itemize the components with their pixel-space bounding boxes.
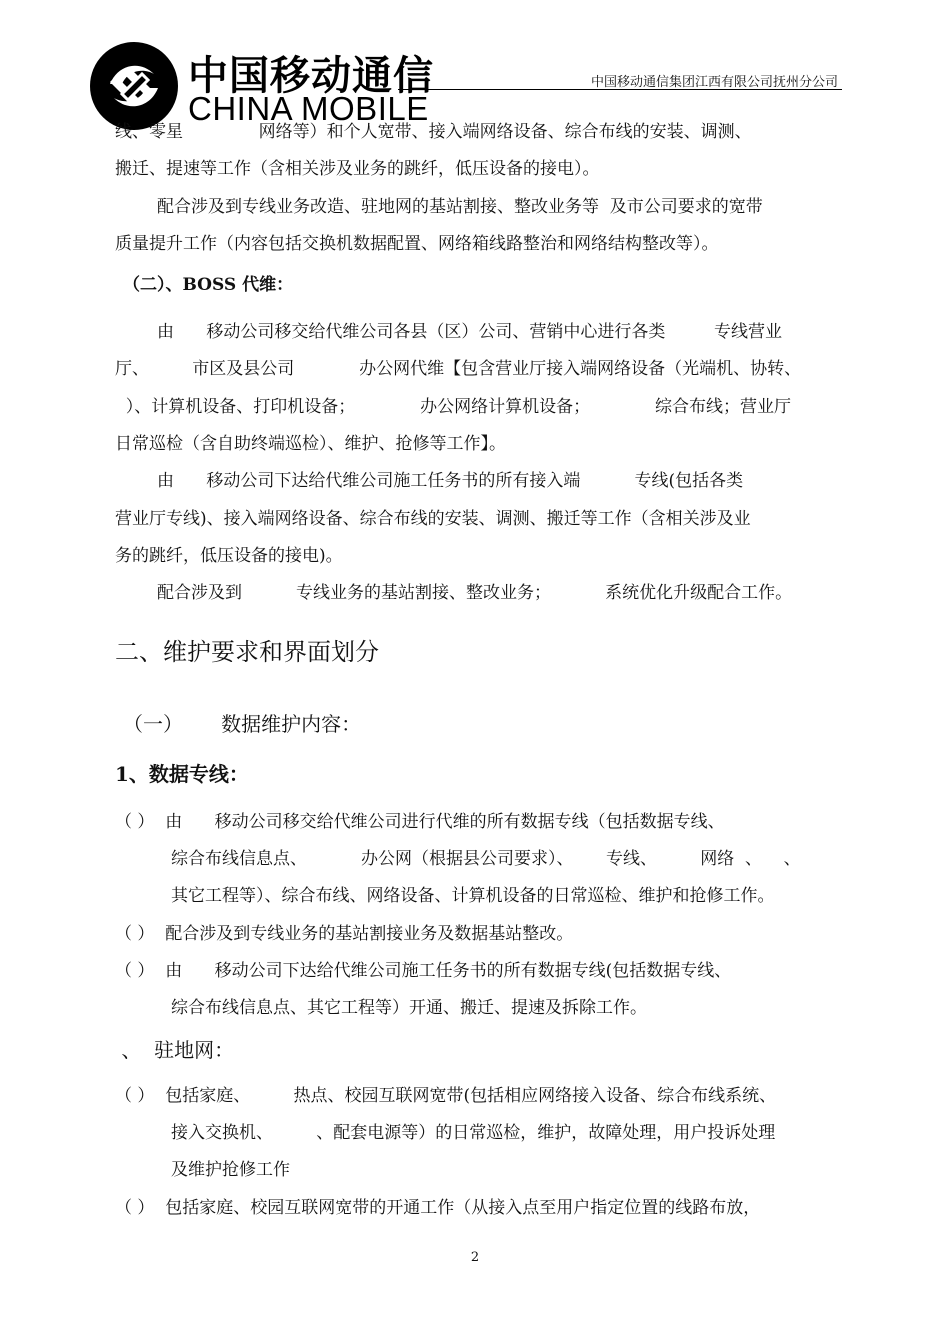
list-item-continuation: 综合布线信息点、 办公网（根据县公司要求）、 专线、 网络 、 、 bbox=[171, 849, 801, 869]
body-line: 厅、 市区及县公司 办公网代维【包含营业厅接入端网络设备（光端机、协转、 bbox=[115, 359, 802, 379]
page-number: 2 bbox=[470, 1250, 480, 1265]
subsection-heading: 1、数据专线： bbox=[115, 762, 249, 786]
list-item: （ ） 包括家庭、校园互联网宽带的开通工作（从接入点至用户指定位置的线路布放， bbox=[115, 1198, 761, 1218]
body-line: 搬迁、提速等工作（含相关涉及业务的跳纤，低压设备的接电）。 bbox=[115, 159, 600, 179]
body-line: 质量提升工作（内容包括交换机数据配置、网络箱线路整治和网络结构整改等）。 bbox=[115, 234, 719, 254]
list-item-continuation: 综合布线信息点、其它工程等）开通、搬迁、提速及拆除工作。 bbox=[171, 998, 647, 1018]
body-line: 务的跳纤，低压设备的接电)。 bbox=[115, 546, 343, 566]
list-item: （ ） 包括家庭、 热点、校园互联网宽带(包括相应网络接入设备、综合布线系统、 bbox=[115, 1086, 777, 1106]
list-item: （ ） 由 移动公司移交给代维公司进行代维的所有数据专线（包括数据专线、 bbox=[115, 812, 725, 832]
logo-chinese-text: 中国移动通信 bbox=[188, 53, 434, 99]
header-company-name: 中国移动通信集团江西有限公司抚州分公司 bbox=[590, 75, 838, 90]
list-item-continuation: 接入交换机、 、配套电源等）的日常巡检，维护，故障处理，用户投诉处理 bbox=[171, 1123, 776, 1143]
body-line: 由 移动公司下达给代维公司施工任务书的所有接入端 专线(包括各类 bbox=[157, 471, 744, 491]
header-rule bbox=[398, 89, 842, 90]
body-line: 配合涉及到专线业务改造、驻地网的基站割接、整改业务等 及市公司要求的宽带 bbox=[157, 197, 763, 217]
chapter-heading: 二、维护要求和界面划分 bbox=[115, 638, 379, 666]
list-item: （ ） 配合涉及到专线业务的基站割接业务及数据基站整改。 bbox=[115, 924, 574, 944]
list-item: （ ） 由 移动公司下达给代维公司施工任务书的所有数据专线(包括数据专线、 bbox=[115, 961, 732, 981]
logo-english-text: CHINA MOBILE bbox=[188, 90, 429, 127]
list-item-continuation: 其它工程等）、综合布线、网络设备、计算机设备的日常巡检、维护和抢修工作。 bbox=[171, 886, 775, 906]
body-line: 配合涉及到 专线业务的基站割接、整改业务； 系统优化升级配合工作。 bbox=[157, 583, 793, 603]
section-heading: （二）、BOSS 代维： bbox=[123, 275, 294, 295]
body-line: 营业厅专线)、接入端网络设备、综合布线的安装、调测、搬迁等工作（含相关涉及业 bbox=[115, 509, 751, 529]
subsection-heading: 、 驻地网： bbox=[115, 1038, 235, 1062]
body-line: ）、计算机设备、打印机设备； 办公网络计算机设备； 综合布线；营业厅 bbox=[115, 397, 791, 417]
china-mobile-logo-icon bbox=[88, 40, 180, 132]
body-line: 由 移动公司移交给代维公司各县（区）公司、营销中心进行各类 专线营业 bbox=[157, 322, 783, 342]
section-heading: （一） 数据维护内容： bbox=[123, 712, 362, 736]
body-line: 日常巡检（含自助终端巡检）、维护、抢修等工作】。 bbox=[115, 434, 506, 454]
body-line: 线、零星 网络等）和个人宽带、接入端网络设备、综合布线的安装、调测、 bbox=[115, 122, 752, 142]
list-item-continuation: 及维护抢修工作 bbox=[171, 1160, 290, 1180]
